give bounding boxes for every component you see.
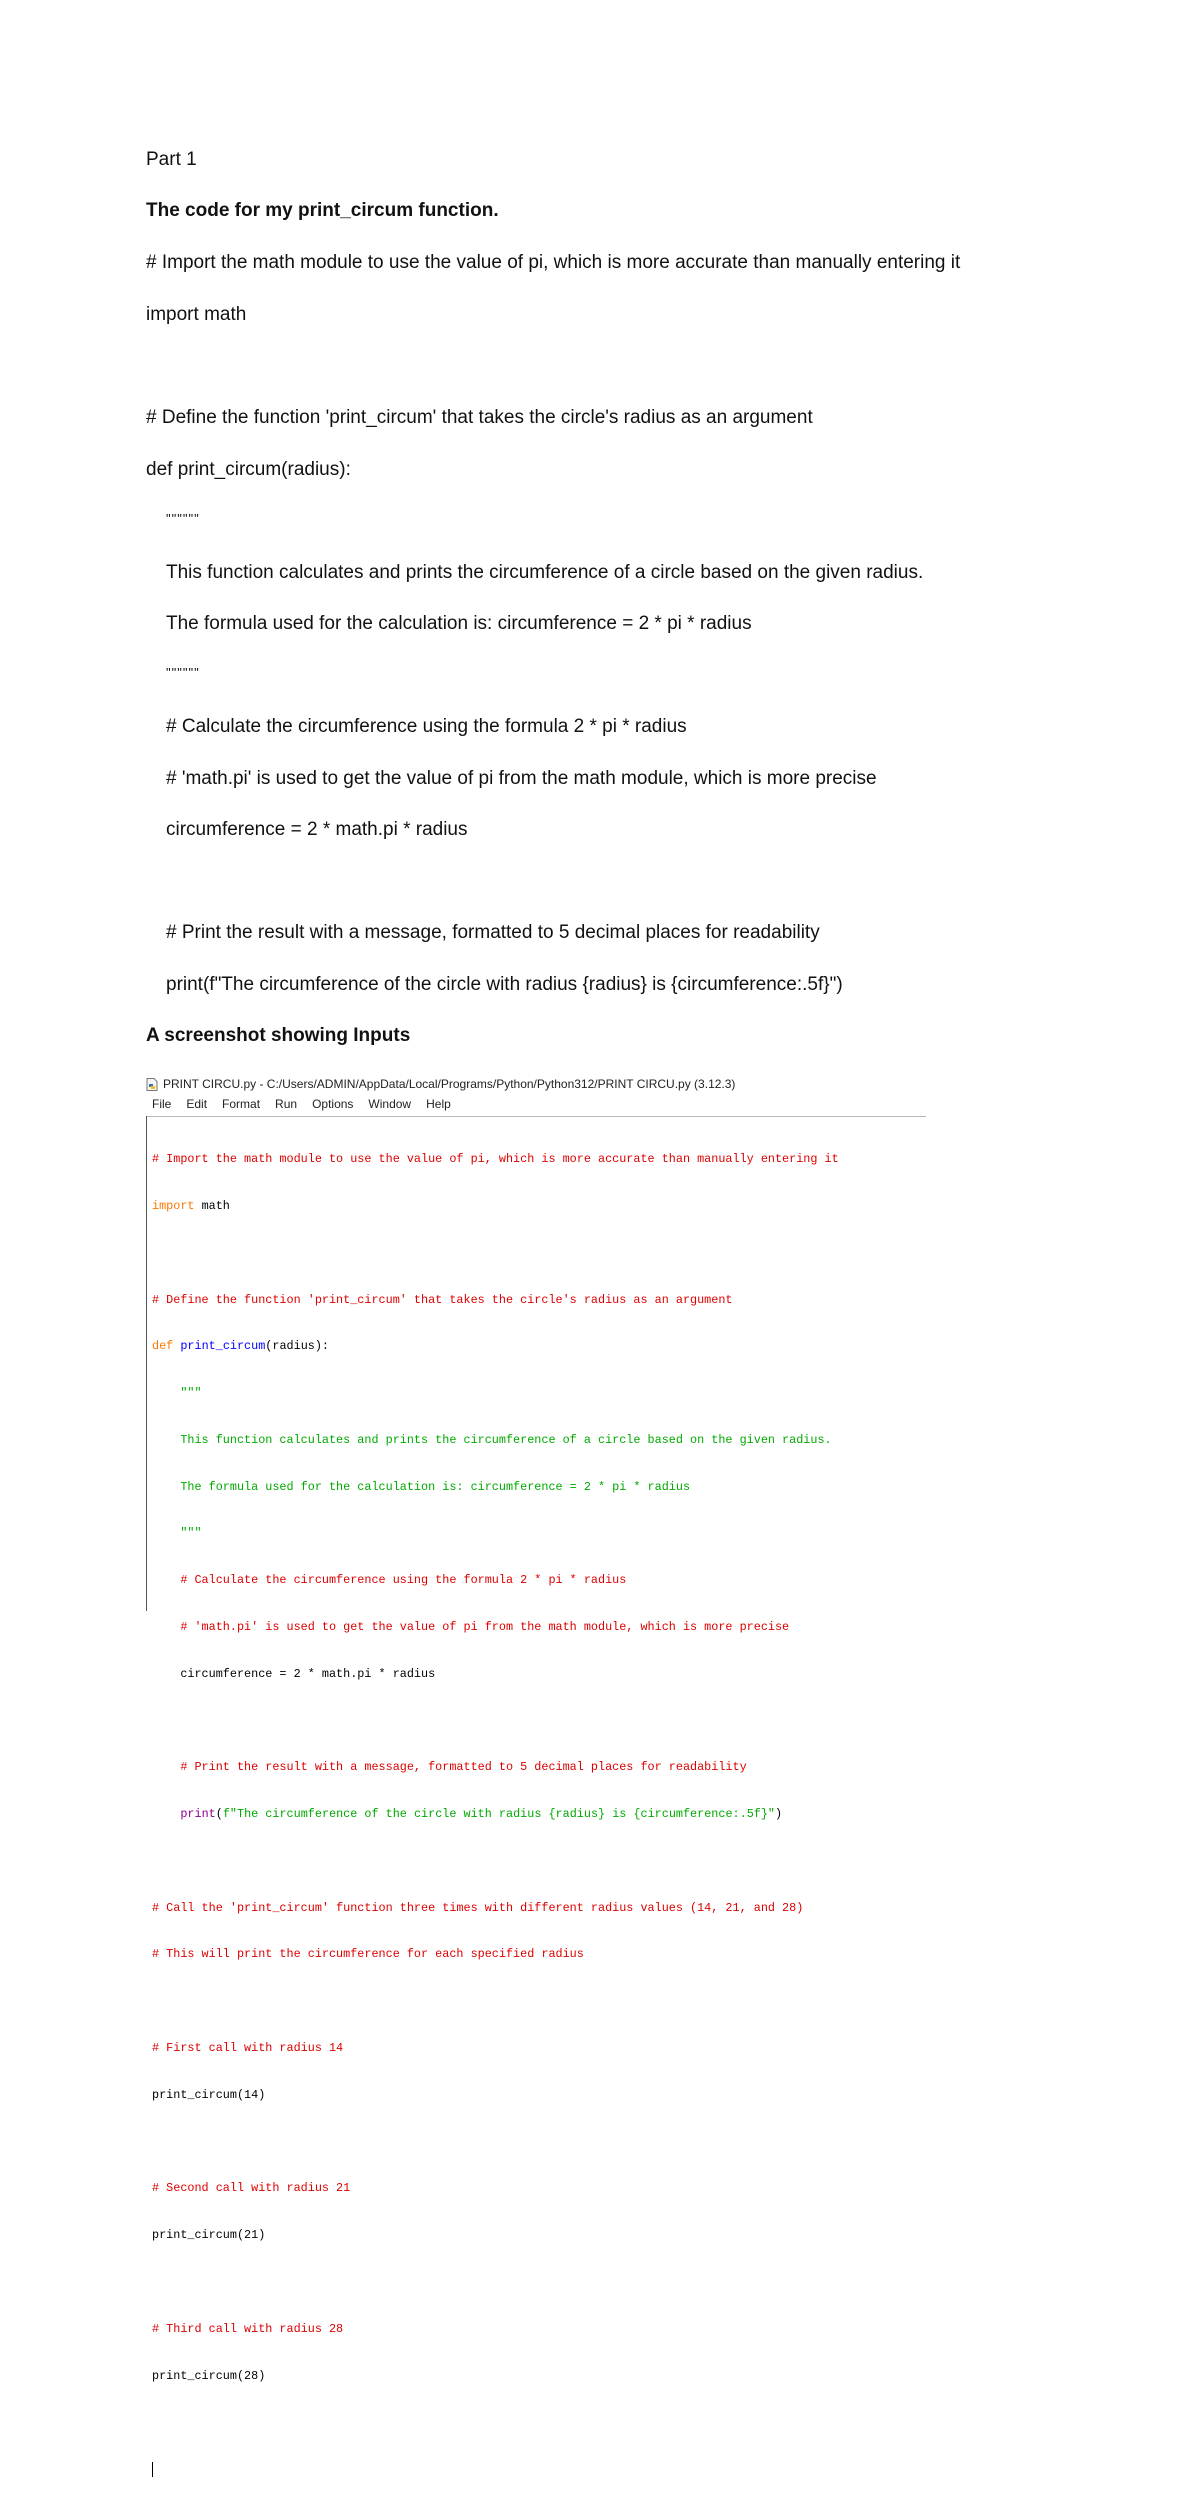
code-line-blank — [152, 1994, 839, 2010]
keyword-def: def — [152, 1339, 174, 1354]
module-name: math — [194, 1198, 230, 1213]
code-line — [152, 2462, 839, 2478]
code-line — [152, 1199, 839, 1215]
editor-left-border — [146, 1116, 147, 1611]
code-line: # Second call with radius 21 — [152, 2181, 351, 2196]
code-line: # Calculate the circumference using the formula 2 * pi * radius — [152, 1573, 627, 1588]
code-line: This function calculates and prints the circumference of a circle based on the given radius. — [152, 1432, 832, 1447]
builtin-print: print — [180, 1807, 216, 1822]
code-line-blank — [152, 2415, 839, 2431]
function-params: (radius): — [265, 1339, 330, 1354]
paren-close: ) — [775, 1807, 783, 1822]
code-line: # Import the math module to use the value of pi, which is more accurate than manually entering it — [152, 1152, 839, 1167]
code-line: # This will print the circumference for each specified radius — [152, 1947, 584, 1962]
code-line-blank — [152, 1854, 839, 1870]
doc-docstring-line-2: The formula used for the calculation is: circumference = 2 * pi * radius — [166, 613, 752, 634]
code-line: # 'math.pi' is used to get the value of pi from the math module, which is more precise — [152, 1620, 790, 1634]
fstring-literal: f"The circumference of the circle with radius {radius} is {circumference:.5f}" — [222, 1807, 776, 1822]
code-line: print_circum(21) — [152, 2228, 266, 2243]
doc-circumference-statement: circumference = 2 * math.pi * radius — [166, 819, 468, 840]
function-name: print_circum — [180, 1339, 266, 1354]
paren-open: ( — [215, 1807, 223, 1822]
window-title: PRINT CIRCU.py - C:/Users/ADMIN/AppData/Local/Programs/Python/Python312/PRINT CIRCU.py (3.12.3) — [163, 1077, 736, 1091]
code-line: The formula used for the calculation is: circumference = 2 * pi * radius — [152, 1479, 691, 1494]
code-line: # First call with radius 14 — [152, 2041, 344, 2056]
menu-file[interactable]: File — [152, 1097, 172, 1111]
code-line: # Third call with radius 28 — [152, 2321, 344, 2336]
doc-docstring-open: """""" — [166, 511, 200, 526]
doc-docstring-close: """""" — [166, 665, 200, 680]
doc-print-statement: print(f"The circumference of the circle with radius {radius} is {circumference:.5f}") — [166, 974, 843, 995]
menu-format[interactable]: Format — [222, 1097, 261, 1111]
window-titlebar — [146, 1075, 735, 1093]
menu-bar — [152, 1097, 466, 1113]
keyword-import: import — [152, 1198, 195, 1213]
code-line: """ — [152, 1526, 202, 1541]
code-line-blank — [152, 1714, 839, 1730]
doc-def-statement: def print_circum(radius): — [146, 459, 351, 480]
code-section-heading: The code for my print_circum function. — [146, 200, 499, 221]
menu-help[interactable]: Help — [426, 1097, 451, 1111]
doc-comment-mathpi: # 'math.pi' is used to get the value of pi from the math module, which is more precise — [166, 768, 877, 789]
doc-comment-calculate: # Calculate the circumference using the formula 2 * pi * radius — [166, 716, 687, 737]
code-line: circumference = 2 * math.pi * radius — [152, 1666, 436, 1681]
part-heading: Part 1 — [146, 149, 197, 170]
python-file-icon — [146, 1078, 158, 1091]
code-editor[interactable] — [152, 1121, 839, 2509]
code-line: """ — [152, 1386, 202, 1401]
code-line — [152, 1807, 839, 1823]
code-line: print_circum(28) — [152, 2368, 266, 2383]
menu-options[interactable]: Options — [312, 1097, 354, 1111]
code-line-blank — [152, 2135, 839, 2151]
editor-top-border — [146, 1116, 926, 1117]
code-line: # Print the result with a message, formatted to 5 decimal places for readability — [152, 1760, 747, 1775]
idle-editor-screenshot — [146, 1071, 926, 2383]
menu-run[interactable]: Run — [275, 1097, 298, 1111]
text-cursor — [152, 2462, 153, 2477]
code-line: # Call the 'print_circum' function three times with different radius values (14, 21, and 28) — [152, 1900, 804, 1915]
doc-comment-define: # Define the function 'print_circum' that takes the circle's radius as an argument — [146, 407, 813, 428]
menu-window[interactable]: Window — [368, 1097, 412, 1111]
doc-docstring-line-1: This function calculates and prints the circumference of a circle based on the given radius. — [166, 562, 924, 583]
code-line: # Define the function 'print_circum' that takes the circle's radius as an argument — [152, 1292, 733, 1307]
code-line-blank — [152, 2275, 839, 2291]
code-line-blank — [152, 1246, 839, 1262]
doc-comment-print: # Print the result with a message, formatted to 5 decimal places for readability — [166, 922, 820, 943]
code-line: print_circum(14) — [152, 2087, 266, 2102]
doc-comment-import: # Import the math module to use the value of pi, which is more accurate than manually entering it — [146, 252, 961, 273]
doc-import-statement: import math — [146, 304, 247, 325]
code-line — [152, 1339, 839, 1355]
screenshot-heading: A screenshot showing Inputs — [146, 1025, 411, 1046]
menu-edit[interactable]: Edit — [186, 1097, 208, 1111]
